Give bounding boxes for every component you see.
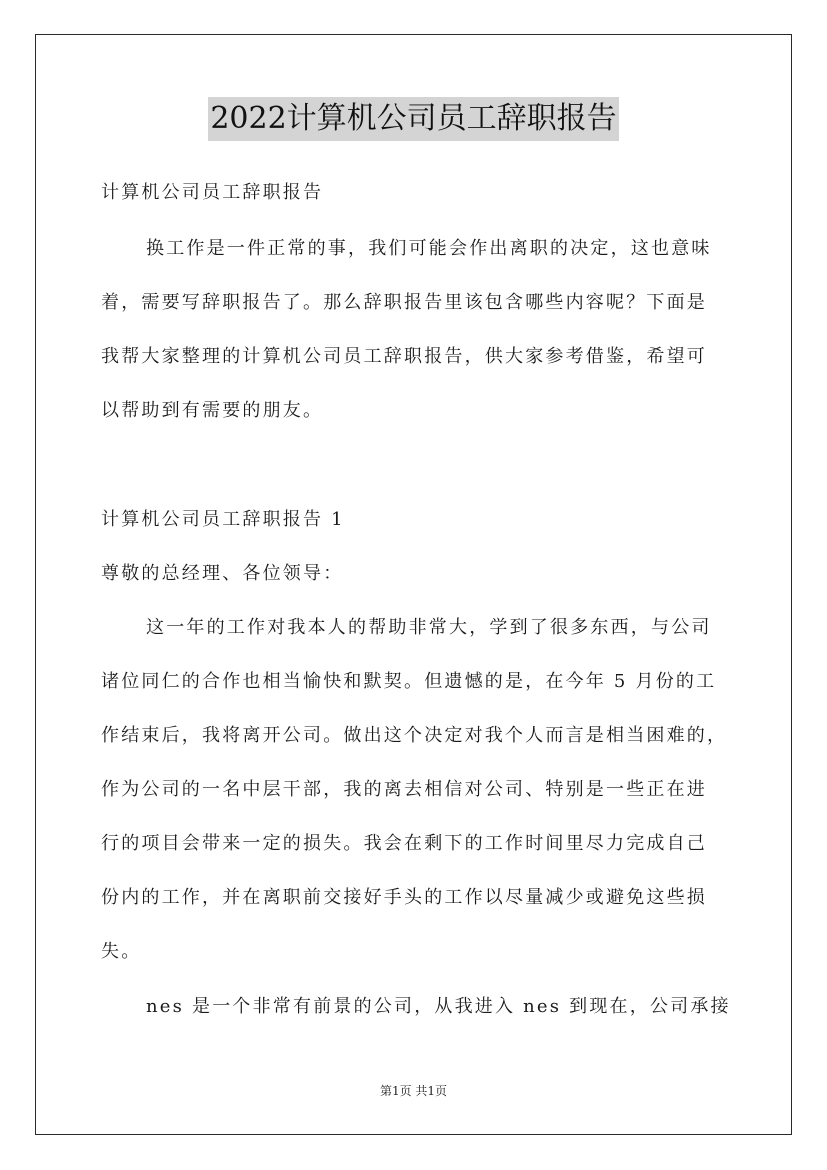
body-line-3: 作结束后，我将离开公司。做出这个决定对我个人而言是相当困难的，	[101, 725, 728, 746]
last-line: nes 是一个非常有前景的公司，从我进入 nes 到现在，公司承接	[146, 996, 731, 1017]
salutation: 尊敬的总经理、各位领导：	[101, 563, 344, 584]
body-line-5: 行的项目会带来一定的损失。我会在剩下的工作时间里尽力完成自己	[101, 833, 707, 854]
section-heading: 计算机公司员工辞职报告 1	[101, 509, 345, 530]
body-line-7: 失。	[101, 941, 142, 962]
page-footer: 第1页 共1页	[379, 1084, 448, 1098]
body-line-6: 份内的工作，并在离职前交接好手头的工作以尽量减少或避免这些损	[101, 887, 707, 908]
intro-line-1: 换工作是一件正常的事，我们可能会作出离职的决定，这也意味	[146, 238, 712, 259]
document-subtitle: 计算机公司员工辞职报告	[101, 182, 324, 203]
intro-line-2: 着，需要写辞职报告了。那么辞职报告里该包含哪些内容呢？下面是	[101, 292, 707, 313]
document-title: 2022计算机公司员工辞职报告	[208, 97, 618, 141]
body-line-2: 诸位同仁的合作也相当愉快和默契。但遗憾的是，在今年 5 月份的工	[101, 671, 717, 692]
intro-line-4: 以帮助到有需要的朋友。	[101, 400, 324, 421]
title-container	[0, 97, 827, 141]
body-line-1: 这一年的工作对我本人的帮助非常大，学到了很多东西，与公司	[146, 617, 712, 638]
body-line-4: 作为公司的一名中层干部，我的离去相信对公司、特别是一些正在进	[101, 779, 707, 800]
intro-line-3: 我帮大家整理的计算机公司员工辞职报告，供大家参考借鉴，希望可	[101, 346, 707, 367]
